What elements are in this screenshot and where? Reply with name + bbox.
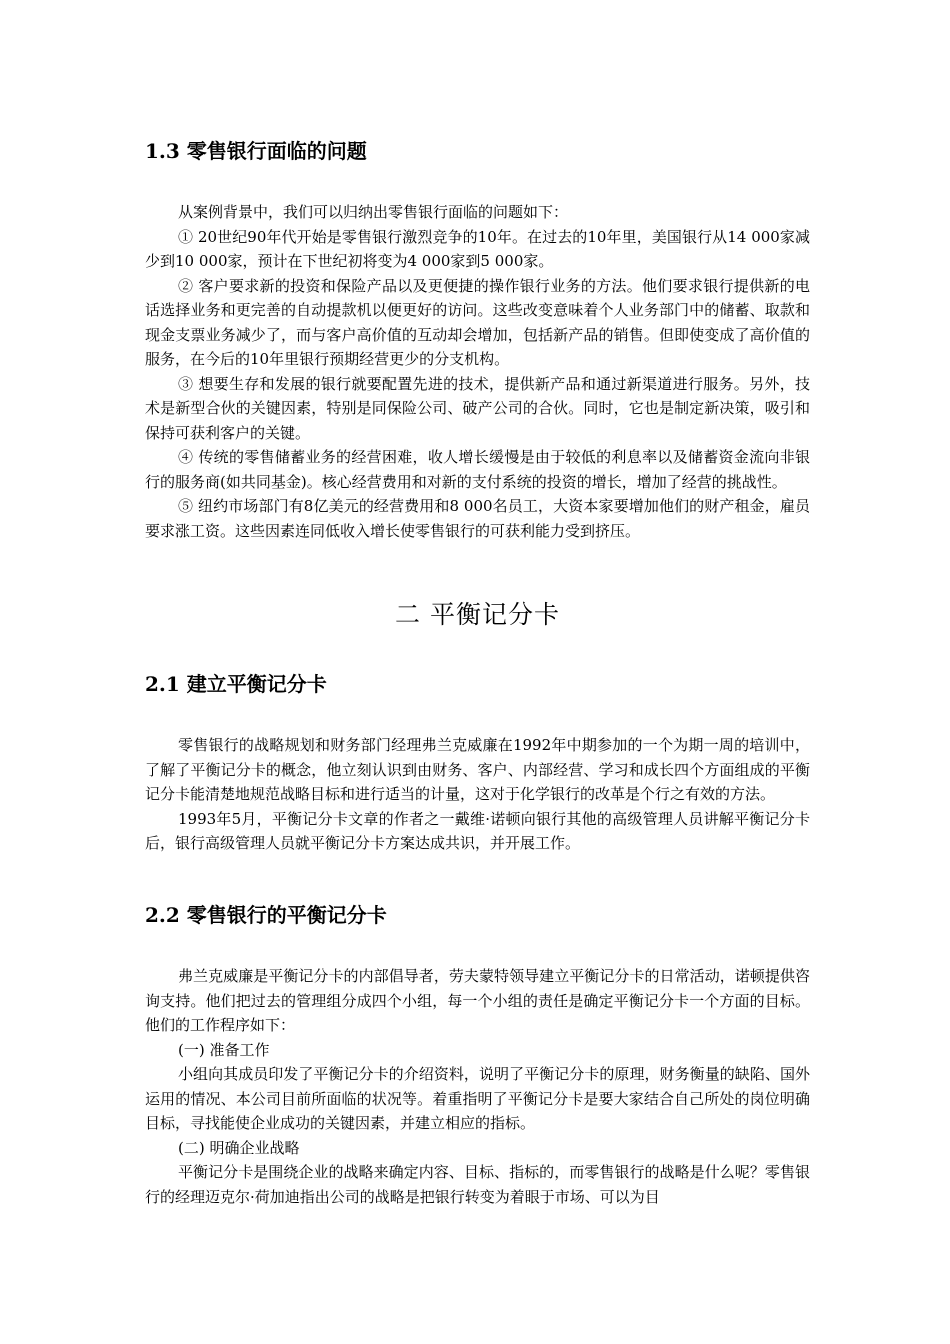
section-heading-2-2: 2.2 零售银行的平衡记分卡: [145, 903, 387, 927]
paragraph: 小组向其成员印发了平衡记分卡的介绍资料，说明了平衡记分卡的原理，财务衡量的缺陷、国外运用的情况、本公司目前所面临的状况等。着重指明了平衡记分卡是要大家结合自己所处的岗位明确目标，寻找能使企业成功的关键因素，并建立相应的指标。: [145, 1065, 810, 1132]
paragraph: ④ 传统的零售储蓄业务的经营困难，收人增长缓慢是由于较低的利息率以及储蓄资金流向非银行的服务商(如共同基金)。核心经营费用和对新的支付系统的投资的增长，增加了经营的挑战性。: [145, 448, 810, 491]
section-1-3-body: [145, 200, 810, 543]
section-heading-2-1: 2.1 建立平衡记分卡: [145, 672, 327, 696]
subheading: (一) 准备工作: [178, 1040, 270, 1059]
paragraph: ⑤ 纽约市场部门有8亿美元的经营费用和8 000名员工，大资本家要增加他们的财产租金，雇员要求涨工资。这些因素连同低收入增长使零售银行的可获利能力受到挤压。: [145, 497, 810, 540]
section-2-2-body: [145, 964, 810, 1209]
paragraph: 弗兰克威廉是平衡记分卡的内部倡导者，劳夫蒙特领导建立平衡记分卡的日常活动，诺顿提供咨询支持。他们把过去的管理组分成四个小组，每一个小组的责任是确定平衡记分卡一个方面的目标。他们的工作程序如下：: [145, 967, 810, 1034]
paragraph: 从案例背景中，我们可以归纳出零售银行面临的问题如下：: [178, 203, 569, 221]
section-2-1-body: [145, 733, 810, 856]
section-heading-1-3: 1.3 零售银行面临的问题: [145, 139, 367, 163]
subheading: (二) 明确企业战略: [178, 1138, 300, 1157]
paragraph: 1993年5月，平衡记分卡文章的作者之一戴维·诺顿向银行其他的高级管理人员讲解平衡记分卡后，银行高级管理人员就平衡记分卡方案达成共识，并开展工作。: [145, 809, 810, 852]
paragraph: ③ 想要生存和发展的银行就要配置先进的技术，提供新产品和通过新渠道进行服务。另外，技术是新型合伙的关键因素，特别是同保险公司、破产公司的合伙。同时，它也是制定新决策，吸引和保持可获利客户的关键。: [145, 374, 810, 442]
chapter-heading-2: 二 平衡记分卡: [395, 600, 560, 629]
paragraph: ② 客户要求新的投资和保险产品以及更便捷的操作银行业务的方法。他们要求银行提供新的电话选择业务和更完善的自动提款机以便更好的访问。这些改变意味着个人业务部门中的储蓄、取款和现金支票业务减少了，而与客户高价值的互动却会增加，包括新产品的销售。但即使变成了高价值的服务，在今后的10年里银行预期经营更少的分支机构。: [145, 276, 810, 368]
paragraph: ① 20世纪90年代开始是零售银行激烈竞争的10年。在过去的10年里，美国银行从14 000家减少到10 000家，预计在下世纪初将变为4 000家到5 000家。: [145, 227, 810, 270]
paragraph: 零售银行的战略规划和财务部门经理弗兰克威廉在1992年中期参加的一个为期一周的培训中，了解了平衡记分卡的概念，他立刻认识到由财务、客户、内部经营、学习和成长四个方面组成的平衡记分卡能清楚地规范战略目标和进行适当的计量，这对于化学银行的改革是个行之有效的方法。: [145, 736, 810, 803]
paragraph: 平衡记分卡是围绕企业的战略来确定内容、目标、指标的，而零售银行的战略是什么呢？零售银行的经理迈克尔·荷加迪指出公司的战略是把银行转变为着眼于市场、可以为目: [145, 1163, 810, 1206]
